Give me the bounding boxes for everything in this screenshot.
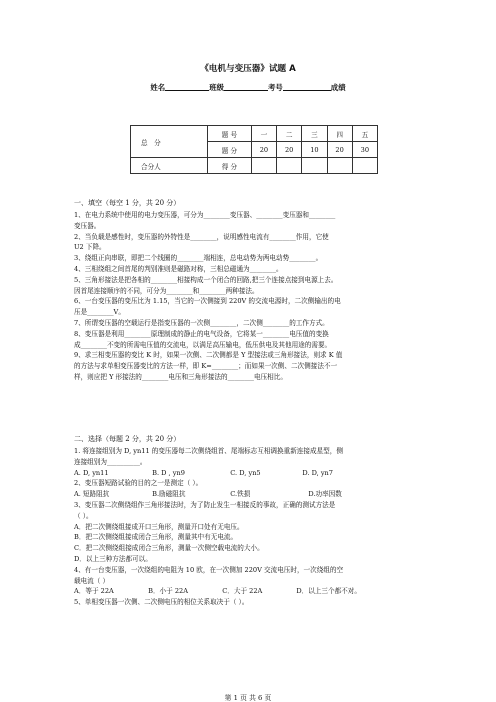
section-2-body [74, 446, 434, 608]
table-cell: 一 [251, 126, 276, 142]
option-b[interactable]: B．小于 22A [148, 587, 188, 596]
table-cell: 20 [277, 142, 302, 158]
table-cell[interactable] [251, 158, 276, 174]
question-line: 成________不变的所需电压值的交流电，以满足高压输电，低压供电及其他用途的需要。 [74, 340, 332, 349]
question-line: 5、单相变压器一次侧、二次侧电压的相位关系取决于（ ）。 [74, 598, 249, 607]
table-cell[interactable] [352, 158, 377, 174]
option-a[interactable]: A．把二次侧绕组接成开口三角形，测量开口处有无电压。 [74, 522, 244, 531]
number-field[interactable] [283, 82, 331, 91]
option-b[interactable]: B. D , yn9 [152, 468, 185, 477]
table-cell: 10 [302, 142, 327, 158]
question-line: 连接组别为__________。 [74, 457, 147, 466]
table-cell: 20 [251, 142, 276, 158]
question-line: 1、在电力系统中使用的电力变压器，可分为________变压器、________变压器和________ [74, 211, 336, 219]
table-cell: 得 分 [208, 158, 252, 174]
total-score-label: 总 分 [131, 126, 208, 158]
number-label: 考号 [268, 83, 283, 92]
class-field[interactable] [224, 82, 268, 91]
section-2-heading: 二、选择（每题 2 分，共 20 分） [74, 435, 181, 443]
question-4-options [74, 586, 434, 597]
table-cell: 题 号 [208, 126, 252, 142]
grader-label: 合分人 [131, 158, 208, 174]
name-field[interactable] [165, 82, 209, 91]
question-line: 3、变压器二次侧绕组作三角形接法时，为了防止发生一相接反的事故，正确的测试方法是 [74, 500, 336, 509]
question-line: 4、有一台变压器，一次绕组的电阻为 10 欧，在一次侧加 220V 交流电压时，一次绕组的空 [74, 565, 344, 574]
table-cell: 题 分 [208, 142, 252, 158]
table-cell: 五 [352, 126, 377, 142]
option-c[interactable]: C．把二次侧绕组接成闭合三角形，测量一次侧空载电流的大小。 [74, 544, 264, 553]
question-line: 的方法与求单相变压器变比的方法一样，即 K=________；而如果一次侧、二次侧接法不一 [74, 362, 338, 371]
option-a[interactable]: A．等于 22A [74, 587, 114, 596]
question-line: 变压器。 [74, 221, 101, 230]
exam-title: 《电机与变压器》试题 A [200, 64, 296, 74]
question-line: 1. 将连接组别为 D, yn11 的变压器每二次侧绕组首、尾端标志互相调换重新连接成星型，侧 [74, 447, 343, 455]
class-label: 班级 [209, 83, 224, 92]
name-label: 姓名 [150, 83, 166, 92]
question-line: 2、当负载是感性时，变压器的外特性是________，说明感性电流有________作用，它使 [74, 232, 329, 241]
option-d[interactable]: D.功率因数 [308, 490, 342, 499]
option-d[interactable]: D．以上三个都不对。 [296, 587, 361, 596]
table-cell: 二 [277, 126, 302, 142]
question-1-options [74, 468, 434, 479]
option-b[interactable]: B.励磁阻抗 [152, 490, 186, 499]
section-1-body [74, 210, 434, 383]
question-line: 9、求三相变压器的变比 K 时，如果一次侧、二次侧都是 Y 型接法或三角形接法，则求 K 值 [74, 351, 343, 360]
table-cell: 四 [327, 126, 352, 142]
table-cell[interactable] [302, 158, 327, 174]
page-footer: 第 1 页 共 6 页 [224, 694, 272, 702]
option-d[interactable]: D．以上三种方法都可以。 [74, 554, 152, 563]
question-line: 载电流（ ） [74, 576, 110, 585]
question-line: 8、变压器是利用________原理制成的静止的电气设备，它将某一________电压值的变换 [74, 329, 329, 338]
question-2-options [74, 489, 434, 500]
question-line: 3、绕组正向串联，即把二个线圈的________端相连，总电动势为两电动势________。 [74, 254, 323, 263]
question-line: 压是________V。 [74, 308, 125, 317]
question-line: 2、变压器短路试验的目的之一是测定（ ）。 [74, 479, 203, 488]
question-line: （ ）。 [74, 511, 93, 520]
table-cell: 20 [327, 142, 352, 158]
table-cell[interactable] [327, 158, 352, 174]
question-line: U2 下降。 [74, 243, 106, 252]
option-c[interactable]: C．大于 22A [222, 587, 263, 596]
table-cell[interactable] [277, 158, 302, 174]
table-cell: 三 [302, 126, 327, 142]
table-cell: 30 [352, 142, 377, 158]
option-a[interactable]: A. 短路阻抗 [74, 490, 110, 499]
option-c[interactable]: C. D, yn5 [230, 468, 261, 477]
question-line: 样，则应把 Y 形接法的________电压和三角形接法的________电压相比。 [74, 372, 287, 381]
score-table [130, 125, 378, 174]
option-c[interactable]: C.铁损 [230, 490, 251, 499]
question-line: 5、三角形接法是把各相的________相接构成一个闭合的回路,把三个连接点接到电源上去。 [74, 275, 338, 284]
question-line: 4、三相绕组之间首尾的判别准则是磁路对称，三相总磁通为________。 [74, 264, 283, 273]
score-label: 成绩 [330, 83, 346, 92]
option-b[interactable]: B．把二次侧绕组接成闭合三角形，测量其中有无电流。 [74, 533, 238, 542]
option-a[interactable]: A. D, yn11 [74, 468, 109, 477]
question-line: 因首尾连接顺序的不同，可分为________和________两种接法。 [74, 286, 259, 295]
section-1-heading: 一、填空（每空 1 分，共 20 分） [74, 199, 181, 207]
option-d[interactable]: D. D, yn7 [302, 468, 333, 477]
question-line: 6、一台变压器的变压比为 1.15，当它的一次侧接到 220V 的交流电源时，二次侧输出的电 [74, 297, 341, 306]
student-info-line [0, 82, 496, 93]
question-line: 7、所谓变压器的空载运行是指变压器的一次侧________，二次侧________的工作方式。 [74, 318, 329, 327]
